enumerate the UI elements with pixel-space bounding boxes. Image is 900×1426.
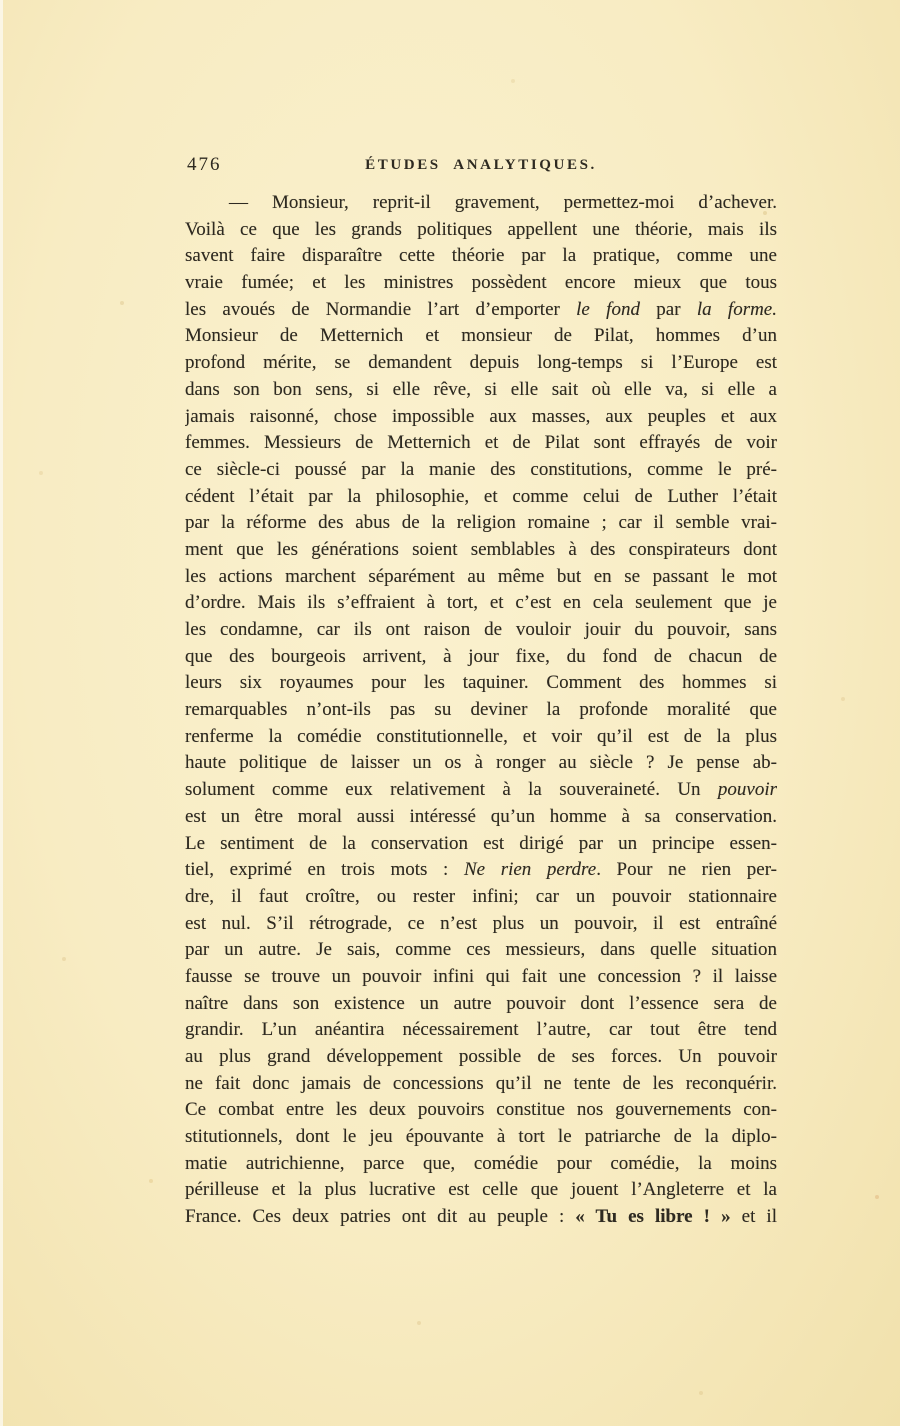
text-line <box>185 457 777 484</box>
text-line <box>185 884 777 911</box>
text-line <box>185 1204 777 1231</box>
text-segment: stitutionnels, dont le jeu épouvante à tort le patriarche de la diplo- <box>185 1126 777 1148</box>
text-line <box>185 697 777 724</box>
text-segment: savent faire disparaître cette théorie par la pratique, comme une <box>185 245 777 267</box>
text-segment: matie autrichienne, parce que, comédie pour comédie, la moins <box>185 1152 777 1174</box>
text-line <box>185 430 777 457</box>
text-line <box>185 297 777 324</box>
text-line <box>185 857 777 884</box>
text-line <box>185 404 777 431</box>
text-line <box>185 323 777 350</box>
text-line <box>185 724 777 751</box>
text-line <box>185 964 777 991</box>
text-line <box>185 510 777 537</box>
text-segment: les condamne, car ils ont raison de vouloir jouir du pouvoir, sans <box>185 619 777 640</box>
text-line <box>185 1097 777 1124</box>
italic-text: Ne rien perdre <box>463 859 597 881</box>
text-segment: par la réforme des abus de la religion romaine ; car il semble vrai- <box>185 512 777 534</box>
page-body <box>185 190 777 1231</box>
text-line <box>185 377 777 404</box>
text-segment: renferme la comédie constitutionnelle, et voir qu’il est de la plus <box>185 725 777 747</box>
text-line <box>185 1071 777 1098</box>
text-line <box>185 243 777 270</box>
bold-text: « Tu es libre ! » <box>575 1206 731 1228</box>
text-line <box>185 590 777 617</box>
text-segment: est un être moral aussi intéressé qu’un homme à sa conservation. <box>185 805 777 827</box>
text-segment: femmes. Messieurs de Metternich et de Pilat sont effrayés de voir <box>185 432 777 454</box>
text-segment: profond mérite, se demandent depuis long-temps si l’Europe est <box>185 352 777 374</box>
page-number: 476 <box>187 154 222 175</box>
text-line <box>185 937 777 964</box>
text-segment: solument comme eux relativement à la souveraineté. Un <box>185 779 718 801</box>
text-segment: dans son bon sens, si elle rêve, si elle sait où elle va, si elle a <box>185 378 777 400</box>
text-segment: par un autre. Je sais, comme ces messieurs, dans quelle situation <box>185 939 777 961</box>
text-line <box>185 484 777 511</box>
text-segment: périlleuse et la plus lucrative est celle que jouent l’Angleterre et la <box>185 1179 777 1201</box>
text-line <box>185 190 777 217</box>
text-segment: par <box>639 298 697 320</box>
text-segment: . Pour ne rien per- <box>596 859 777 881</box>
text-segment: les actions marchent séparément au même but en se passant le mot <box>185 565 777 587</box>
text-line <box>185 217 777 244</box>
text-segment: remarquables n’ont-ils pas su deviner la profonde moralité que <box>185 699 777 721</box>
text-segment: cédent l’était par la philosophie, et comme celui de Luther l’était <box>185 485 777 507</box>
text-segment: est nul. S’il rétrograde, ce n’est plus un pouvoir, il est entraîné <box>185 912 777 934</box>
text-line <box>185 1044 777 1071</box>
text-segment: Le sentiment de la conservation est dirigé par un principe essen- <box>185 832 777 854</box>
text-line <box>185 564 777 591</box>
text-segment: ment que les générations soient semblables à des conspirateurs dont <box>185 538 777 560</box>
text-segment: Ce combat entre les deux pouvoirs constitue nos gouvernements con- <box>185 1099 777 1121</box>
text-segment: les avoués de Normandie l’art d’emporter <box>185 298 577 320</box>
running-title: ÉTUDES ANALYTIQUES. <box>365 157 597 173</box>
text-segment: dre, il faut croître, ou rester infini; car un pouvoir stationnaire <box>185 885 777 907</box>
page-header <box>185 154 777 178</box>
text-line <box>185 350 777 377</box>
text-segment: ne fait donc jamais de concessions qu’il ne tente de les reconquérir. <box>185 1072 777 1094</box>
text-line <box>185 777 777 804</box>
text-segment: fausse se trouve un pouvoir infini qui fait une concession ? il laisse <box>185 965 777 987</box>
text-segment: tiel, exprimé en trois mots : <box>185 859 464 881</box>
text-segment: d’ordre. Mais ils s’effraient à tort, et c’est en cela seulement que je <box>185 592 777 614</box>
text-line <box>185 1177 777 1204</box>
text-line <box>185 750 777 777</box>
scan-edge-left <box>0 0 3 1426</box>
text-segment: Voilà ce que les grands politiques appellent une théorie, mais ils <box>185 218 777 240</box>
text-line <box>185 617 777 644</box>
text-line <box>185 911 777 938</box>
text-line <box>185 991 777 1018</box>
text-line <box>185 537 777 564</box>
italic-text: pouvoir <box>717 779 777 801</box>
text-segment: que des bourgeois arrivent, à jour fixe, du fond de chacun de <box>185 645 777 667</box>
text-segment: vraie fumée; et les ministres possèdent encore mieux que tous <box>185 272 777 294</box>
text-segment: et il <box>730 1206 777 1228</box>
text-segment: naître dans son existence un autre pouvoir dont l’essence sera de <box>185 992 777 1014</box>
text-line <box>185 644 777 671</box>
text-line <box>185 1017 777 1044</box>
text-line <box>185 270 777 297</box>
text-segment: leurs six royaumes pour les taquiner. Comment des hommes si <box>185 672 777 694</box>
text-segment: Monsieur de Metternich et monsieur de Pilat, hommes d’un <box>185 325 777 347</box>
text-segment: — Monsieur, reprit-il gravement, permettez-moi d’achever. <box>229 192 777 213</box>
text-segment: ce siècle-ci poussé par la manie des constitutions, comme le pré- <box>185 458 777 480</box>
text-line <box>185 1124 777 1151</box>
italic-text: le fond <box>576 298 640 320</box>
text-line <box>185 804 777 831</box>
text-line <box>185 670 777 697</box>
text-segment: France. Ces deux patries ont dit au peuple : <box>185 1206 576 1228</box>
italic-text: la forme. <box>696 298 777 320</box>
text-segment: jamais raisonné, chose impossible aux masses, aux peuples et aux <box>185 405 777 427</box>
paper-specks <box>0 0 2 2</box>
text-segment: grandir. L’un anéantira nécessairement l’autre, car tout être tend <box>185 1019 777 1041</box>
text-line <box>185 1151 777 1178</box>
text-line <box>185 831 777 858</box>
text-segment: au plus grand développement possible de ses forces. Un pouvoir <box>185 1046 777 1067</box>
text-segment: haute politique de laisser un os à ronger au siècle ? Je pense ab- <box>185 752 777 774</box>
